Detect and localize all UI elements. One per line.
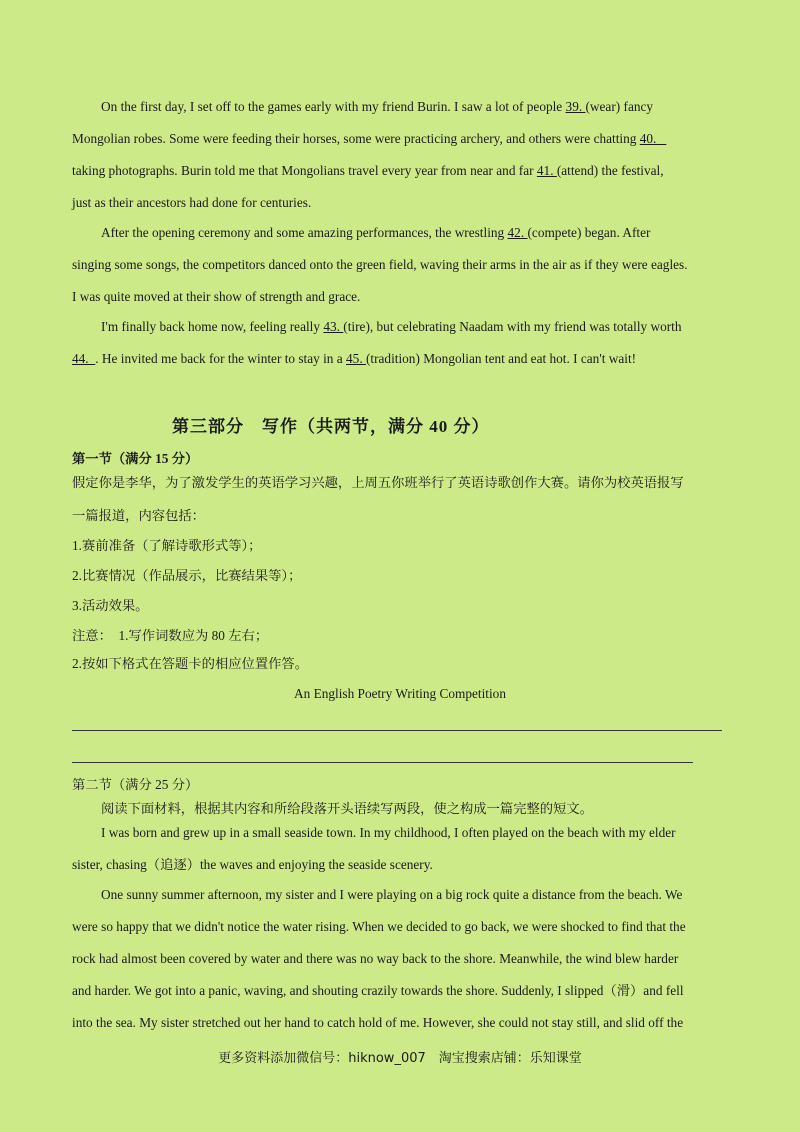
passage-line: [101, 224, 728, 242]
text: After the opening ceremony and some amazing performances, the wrestling: [101, 225, 508, 240]
story-line: sister, chasing（追逐）the waves and enjoying the seaside scenery.: [72, 857, 433, 872]
section1-title: 第一节（满分 15 分）: [72, 451, 199, 466]
story-line: I was born and grew up in a small seaside town. In my childhood, I often played on the beach with my elder: [101, 825, 676, 840]
blank-44[interactable]: 44.: [72, 351, 96, 366]
story-line: One sunny summer afternoon, my sister and I were playing on a big rock quite a distance from the beach. We: [101, 887, 683, 902]
section2-title: 第二节（满分 25 分）: [72, 777, 199, 792]
section1-note: 2.按如下格式在答题卡的相应位置作答。: [72, 656, 309, 671]
story-line: rock had almost been covered by water and there was no way back to the shore. Meanwhile, the wind blew harder: [72, 951, 679, 966]
answer-line[interactable]: [72, 762, 693, 763]
section1-item: 2.比赛情况（作品展示，比赛结果等）；: [72, 568, 302, 583]
text: . He invited me back for the winter to stay in a: [95, 351, 347, 366]
text: taking photographs. Burin told me that Mongolians travel every year from near and far: [72, 163, 537, 178]
story-line: and harder. We got into a panic, waving, and shouting crazily towards the shore. Suddenly, I slipped（滑）and fell: [72, 983, 684, 998]
section2-instruction: 阅读下面材料，根据其内容和所给段落开头语续写两段，使之构成一篇完整的短文。: [101, 801, 593, 816]
passage-line: [72, 350, 728, 368]
passage-line: [101, 98, 728, 116]
section1-prompt: 假定你是李华，为了激发学生的英语学习兴趣，上周五你班举行了英语诗歌创作大赛。请你为校英语报写: [72, 475, 684, 490]
blank-42[interactable]: 42.: [507, 225, 528, 240]
passage-line: singing some songs, the competitors danced onto the green field, waving their arms in the air as if they were eagles.: [72, 257, 688, 272]
blank-43[interactable]: 43.: [323, 319, 344, 334]
essay-title: An English Poetry Writing Competition: [294, 686, 506, 701]
blank-41[interactable]: 41.: [536, 163, 557, 178]
blank-39[interactable]: 39.: [565, 99, 586, 114]
passage-line: just as their ancestors had done for centuries.: [72, 195, 312, 210]
blank-40[interactable]: 40.: [639, 131, 667, 146]
answer-line[interactable]: [72, 730, 722, 731]
section1-item: 3.活动效果。: [72, 598, 149, 613]
passage-line: [72, 130, 728, 148]
passage-line: [72, 162, 728, 180]
text: (tradition) Mongolian tent and eat hot. I can't wait!: [365, 351, 637, 366]
passage-line: [101, 318, 728, 336]
story-line: into the sea. My sister stretched out her hand to catch hold of me. However, she could not stay still, and slid off the: [72, 1015, 684, 1030]
section1-prompt: 一篇报道，内容包括：: [72, 508, 205, 523]
text: (compete) began. After: [527, 225, 651, 240]
text: I'm finally back home now, feeling really: [101, 319, 324, 334]
story-line: were so happy that we didn't notice the water rising. When we decided to go back, we were shocked to find that the: [72, 919, 686, 934]
passage-line: I was quite moved at their show of strength and grace.: [72, 289, 361, 304]
text: (tire), but celebrating Naadam with my friend was totally worth: [343, 319, 682, 334]
section1-note: 注意： 1.写作词数应为 80 左右；: [72, 628, 269, 643]
text: (attend) the festival,: [556, 163, 664, 178]
blank-45[interactable]: 45.: [346, 351, 366, 366]
text: On the first day, I set off to the games early with my friend Burin. I saw a lot of people: [101, 99, 566, 114]
footer-ad: 更多资料添加微信号：hiknow_007 淘宝搜索店铺：乐知课堂: [218, 1051, 582, 1066]
part-title: 第三部分 写作（共两节，满分 40 分）: [172, 417, 490, 436]
text: (wear) fancy: [585, 99, 654, 114]
text: Mongolian robes. Some were feeding their horses, some were practicing archery, and others were chatting: [72, 131, 640, 146]
section1-item: 1.赛前准备（了解诗歌形式等）；: [72, 538, 262, 553]
